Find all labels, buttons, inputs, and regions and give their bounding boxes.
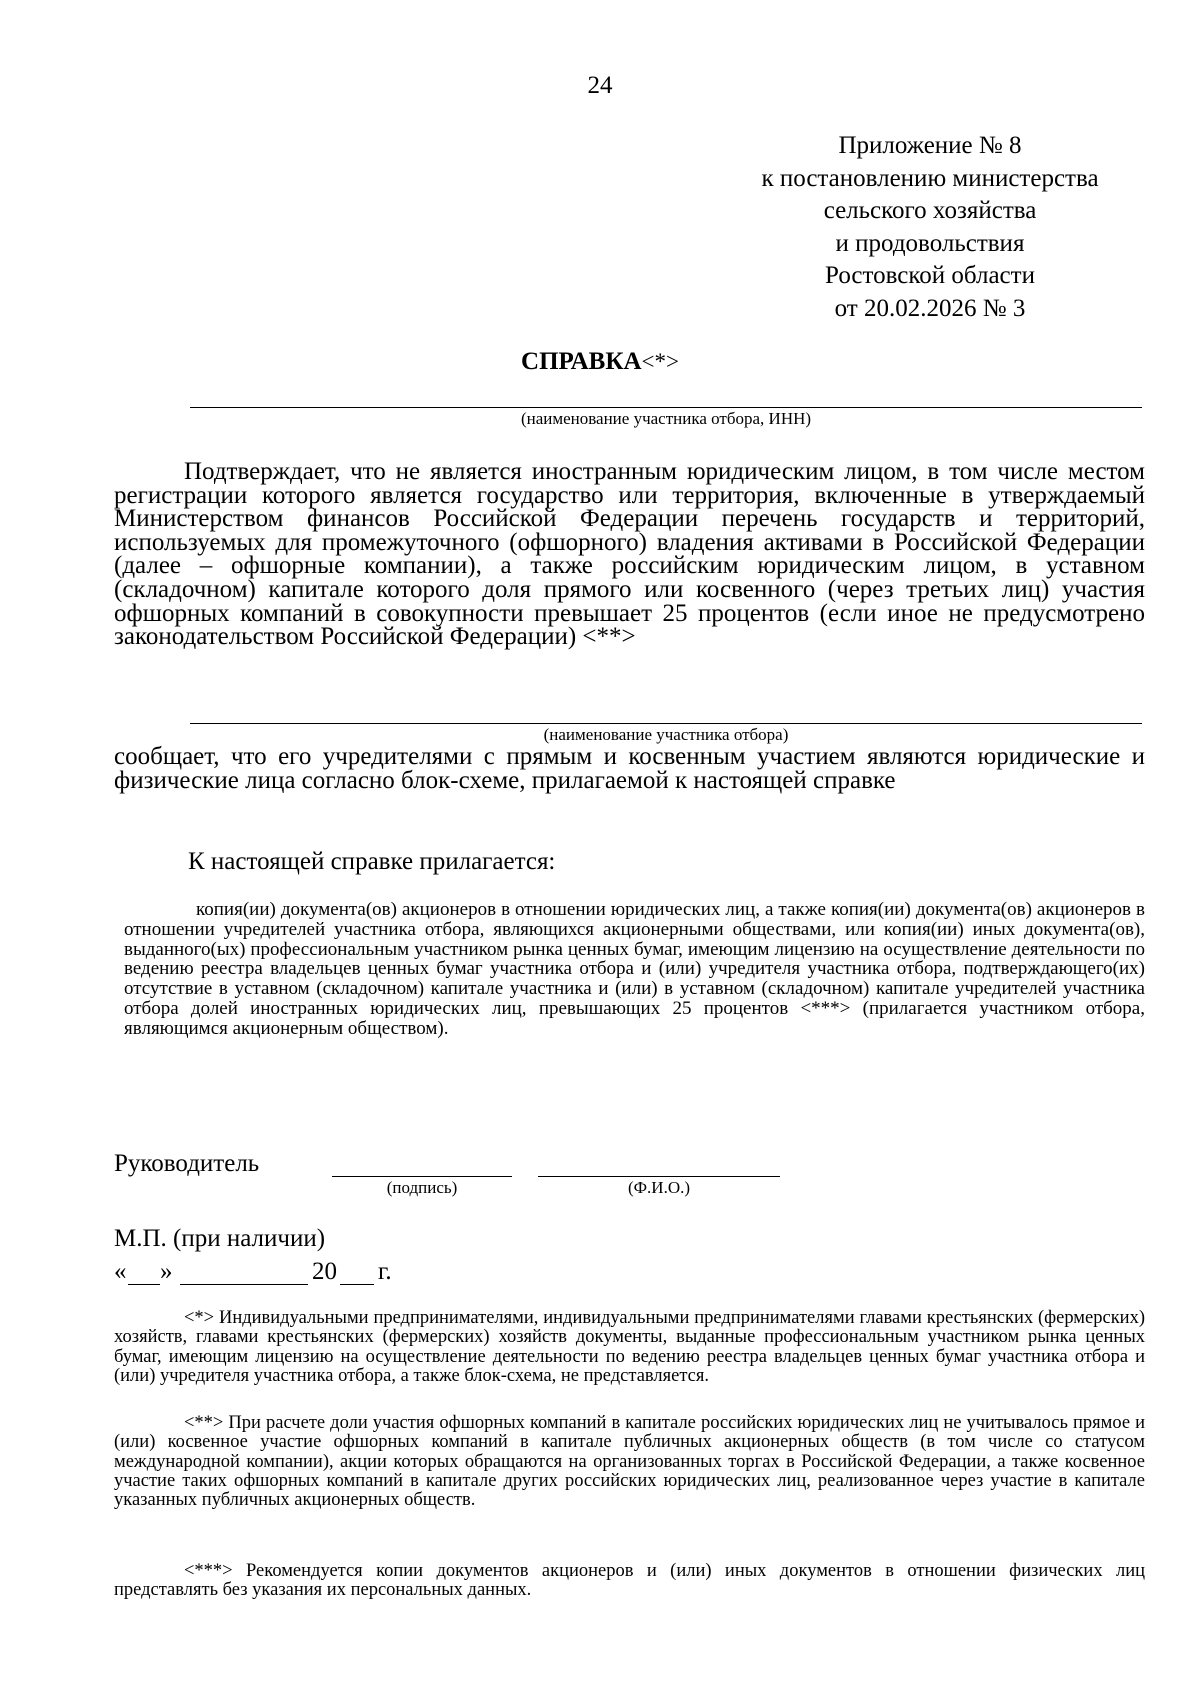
appendix-line: Ростовской области: [825, 262, 1035, 289]
participant-caption: (наименование участника отбора): [543, 725, 789, 744]
name-line: [538, 1176, 780, 1177]
attachments-paragraph: копия(ии) документа(ов) акционеров в отношении юридических лиц, а также копия(ии) документа(ов) акционеров в отношении учредителей участника отбора, являющихся акционерными обществами, или копия(ии) иных документа(ов), выданного(ых) профессиональным участником рынка ценных бумаг, имеющим лицензию на осуществление деятельности по ведению реестра владельцев ценных бумаг участника отбора и (или) учредителя участника отбора, подтверждающего(их) отсутствие в уставном (складочном) капитале участника и (или) в уставном (складочном) капитале учредителей участника отбора долей иностранных юридических лиц, превышающих 25 процентов <***> (прилагается участником отбора, являющимся акционерным обществом).: [124, 899, 1145, 1039]
appendix-line: и продовольствия: [835, 229, 1025, 257]
date-close-quote: »: [160, 1258, 173, 1285]
founders-paragraph: сообщает, что его учредителями с прямым и косвенным участием являются юридические и физические лица согласно блок-схеме, прилагаемой к настоящей справке: [114, 743, 1145, 794]
appendix-line: Приложение № 8: [838, 132, 1022, 159]
document-title: [0, 348, 1200, 376]
participant-inn-line: [190, 407, 1142, 408]
footnote-3: <***> Рекомендуется копии документов акционеров и (или) иных документов в отношении физических лиц представлять без указания их персональных данных.: [114, 1561, 1145, 1601]
appendix-line: от 20.02.2026 № 3: [834, 294, 1026, 322]
stamp-label: М.П. (при наличии): [114, 1225, 326, 1252]
date-year-suffix: г.: [378, 1258, 392, 1285]
date-year-line: [340, 1284, 374, 1285]
date-day-line: [128, 1284, 160, 1285]
appendix-header: [700, 130, 1160, 325]
date-month-line: [180, 1284, 308, 1285]
participant-line: [190, 723, 1142, 724]
head-label: Руководитель: [114, 1150, 260, 1177]
title-text: СПРАВКА: [521, 348, 642, 375]
appendix-line: к постановлению министерства: [761, 164, 1099, 192]
signature-line: [332, 1176, 512, 1177]
appendix-line: сельского хозяйства: [823, 197, 1037, 224]
name-caption: (Ф.И.О.): [627, 1178, 691, 1197]
footnote-2: <**> При расчете доли участия офшорных компаний в капитале российских юридических лиц не учитывалось прямое и (или) косвенное участие офшорных компаний в капитале публичных акционерных обществ (в том числе со статусом международной компании), акции которых обращаются на организованных торгах в Российской Федерации, а также косвенное участие таких офшорных компаний в капитале других российских юридических лиц, реализованное через участие в капитале указанных публичных акционерных обществ.: [114, 1413, 1145, 1511]
date-open-quote: «: [114, 1258, 127, 1285]
signature-caption: (подпись): [386, 1178, 458, 1197]
attachments-heading: К настоящей справке прилагается:: [188, 848, 556, 875]
page-number: 24: [587, 72, 613, 99]
title-footnote-mark: <*>: [641, 349, 679, 374]
confirmation-paragraph: Подтверждает, что не является иностранным юридическим лицом, в том числе местом регистрации которого является государство или территория, включенные в утверждаемый Министерством финансов Российской Федерации перечень государств и территорий, используемых для промежуточного (офшорного) владения активами в Российской Федерации (далее – офшорные компании), а также российским юридическим лицом, в уставном (складочном) капитале которого доля прямого или косвенного (через третьих лиц) участия офшорных компаний в совокупности превышает 25 процентов (если иное не предусмотрено законодательством Российской Федерации) <**>: [114, 458, 1145, 651]
date-year-prefix: 20: [312, 1258, 337, 1285]
participant-inn-caption: (наименование участника отбора, ИНН): [520, 409, 812, 428]
footnote-1: <*> Индивидуальными предпринимателями, индивидуальными предпринимателями главами крестьянских (фермерских) хозяйств, главами крестьянских (фермерских) хозяйств документы, выданные профессиональным участником рынка ценных бумаг, имеющим лицензию на осуществление деятельности по ведению реестра владельцев ценных бумаг участника отбора и (или) учредителя участника отбора, а также блок-схема, не представляется.: [114, 1308, 1145, 1386]
